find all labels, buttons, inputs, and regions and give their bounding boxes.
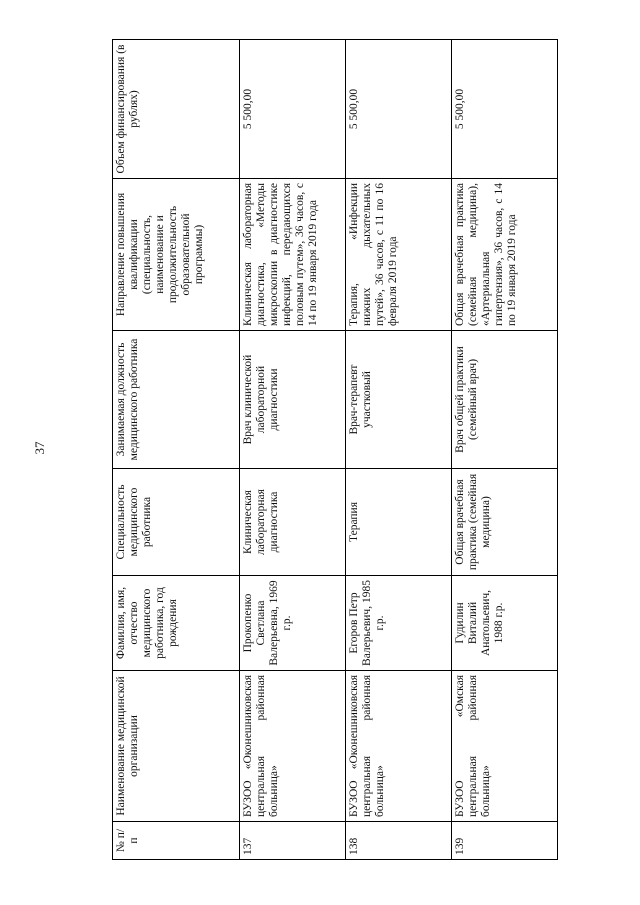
cell-funding: 5 500,00 bbox=[240, 40, 346, 179]
cell-training-direction: Клиническая лабораторная диагностика, «Методы микроскопии в диагностике инфекций, передающихся половым путем», 36 часов, с 14 по 19 января 2019 года bbox=[240, 179, 346, 331]
cell-num: 139 bbox=[452, 822, 558, 860]
header-position: Занимаемая должность медицинского работника bbox=[113, 331, 240, 469]
cell-funding: 5 500,00 bbox=[452, 40, 558, 179]
header-funding: Объем финансирования (в рублях) bbox=[113, 40, 240, 179]
cell-training-direction: Общая врачебная практика (семейная медицина), «Артериальная гипертензия», 36 часов, с 14 по 19 января 2019 года bbox=[452, 179, 558, 331]
cell-full-name: Прокопенко Светлана Валерьевна, 1969 г.р. bbox=[240, 576, 346, 671]
table-row bbox=[346, 40, 452, 860]
header-specialty: Специальность медицинского работника bbox=[113, 469, 240, 576]
training-table bbox=[112, 39, 558, 860]
cell-organization: БУЗОО «Омская центральная районная больница» bbox=[452, 671, 558, 822]
cell-specialty: Клиническая лабораторная диагностика bbox=[240, 469, 346, 576]
cell-num: 138 bbox=[346, 822, 452, 860]
table-header-row bbox=[113, 40, 240, 860]
page-number: 37 bbox=[32, 441, 47, 455]
header-organization: Наименование медицинской организации bbox=[113, 671, 240, 822]
cell-position: Врач клинической лабораторной диагностики bbox=[240, 331, 346, 469]
rotated-table-container bbox=[112, 40, 557, 860]
cell-specialty: Терапия bbox=[346, 469, 452, 576]
cell-num: 137 bbox=[240, 822, 346, 860]
cell-organization: БУЗОО «Оконешниковская центральная районная больница» bbox=[240, 671, 346, 822]
cell-organization: БУЗОО «Оконешниковская центральная районная больница» bbox=[346, 671, 452, 822]
cell-position: Врач общей практики (семейный врач) bbox=[452, 331, 558, 469]
cell-training-direction: Терапия, «Инфекции нижних дыхательных путей», 36 часов, с 11 по 16 февраля 2019 года bbox=[346, 179, 452, 331]
table-row bbox=[240, 40, 346, 860]
cell-position: Врач-терапевт участковый bbox=[346, 331, 452, 469]
cell-full-name: Егоров Петр Валерьевич, 1985 г.р. bbox=[346, 576, 452, 671]
table-row bbox=[452, 40, 558, 860]
header-full-name: Фамилия, имя, отчество медицинского работника, год рождения bbox=[113, 576, 240, 671]
cell-specialty: Общая врачебная практика (семейная медицина) bbox=[452, 469, 558, 576]
cell-full-name: Гудилин Виталий Анатольевич, 1988 г.р. bbox=[452, 576, 558, 671]
header-training-direction: Направление повышения квалификации (специальность, наименование и продолжительность образовательной программы) bbox=[113, 179, 240, 331]
cell-funding: 5 500,00 bbox=[346, 40, 452, 179]
header-num: № п/п bbox=[113, 822, 240, 860]
